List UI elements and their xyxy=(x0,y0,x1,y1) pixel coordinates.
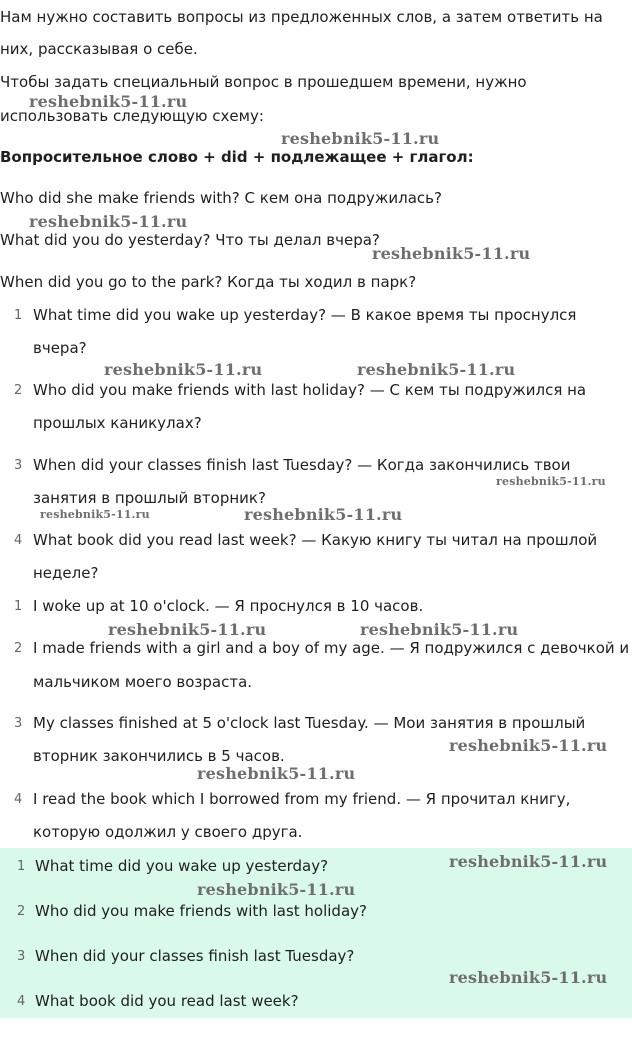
final-question-4: What book did you read last week? xyxy=(35,992,299,1010)
question-number-4: 4 xyxy=(14,533,23,548)
final-question-number-1: 1 xyxy=(17,859,26,874)
final-question-number-2: 2 xyxy=(17,904,26,919)
answer-number-4: 4 xyxy=(14,792,23,807)
answer-4-line-2: которую одолжил у своего друга. xyxy=(33,823,303,841)
watermark: reshebnik5-11.ru xyxy=(29,92,188,111)
watermark: reshebnik5-11.ru xyxy=(197,880,356,899)
answer-3-line-1: My classes finished at 5 o'clock last Tuesday. — Мои занятия в прошлый xyxy=(33,714,586,732)
answer-number-1: 1 xyxy=(14,599,23,614)
answer-3-line-2: вторник закончились в 5 часов. xyxy=(33,747,285,765)
watermark: reshebnik5-11.ru xyxy=(40,508,150,521)
watermark: reshebnik5-11.ru xyxy=(449,852,608,871)
question-number-3: 3 xyxy=(14,458,23,473)
answer-1-line-1: I woke up at 10 o'clock. — Я проснулся в 10 часов. xyxy=(33,597,424,615)
question-2-line-1: Who did you make friends with last holiday? — С кем ты подружился на xyxy=(33,381,587,399)
final-question-number-3: 3 xyxy=(17,949,26,964)
question-1-line-2: вчера? xyxy=(33,339,87,357)
watermark: reshebnik5-11.ru xyxy=(449,736,608,755)
answer-2-line-2: мальчиком моего возраста. xyxy=(33,673,253,691)
final-question-2: Who did you make friends with last holiday? xyxy=(35,902,367,920)
question-4-line-2: неделе? xyxy=(33,564,99,582)
watermark: reshebnik5-11.ru xyxy=(108,620,267,639)
answer-4-line-1: I read the book which I borrowed from my friend. — Я прочитал книгу, xyxy=(33,790,571,808)
example-1: Who did she make friends with? С кем она подружилась? xyxy=(0,189,442,207)
final-question-3: When did your classes finish last Tuesday? xyxy=(35,947,355,965)
question-number-2: 2 xyxy=(14,383,23,398)
watermark: reshebnik5-11.ru xyxy=(29,212,188,231)
watermark: reshebnik5-11.ru xyxy=(357,360,516,379)
watermark: reshebnik5-11.ru xyxy=(244,505,403,524)
answer-2-line-1: I made friends with a girl and a boy of my age. — Я подружился с девочкой и xyxy=(33,639,630,657)
question-3-line-1: When did your classes finish last Tuesday? — Когда закончились твои xyxy=(33,456,571,474)
watermark: reshebnik5-11.ru xyxy=(281,129,440,148)
final-question-1: What time did you wake up yesterday? xyxy=(35,857,329,875)
watermark: reshebnik5-11.ru xyxy=(496,475,606,488)
question-2-line-2: прошлых каникулах? xyxy=(33,414,202,432)
question-number-1: 1 xyxy=(14,308,23,323)
watermark: reshebnik5-11.ru xyxy=(372,244,531,263)
intro-line-2: них, рассказывая о себе. xyxy=(0,40,198,58)
answer-number-2: 2 xyxy=(14,641,23,656)
question-4-line-1: What book did you read last week? — Какую книгу ты читал на прошлой xyxy=(33,531,598,549)
final-question-number-4: 4 xyxy=(17,994,26,1009)
intro-line-3: Чтобы задать специальный вопрос в прошедшем времени, нужно xyxy=(0,73,527,91)
example-3: When did you go to the park? Когда ты ходил в парк? xyxy=(0,273,417,291)
watermark: reshebnik5-11.ru xyxy=(197,764,356,783)
question-1-line-1: What time did you wake up yesterday? — В какое время ты проснулся xyxy=(33,306,577,324)
example-2: What did you do yesterday? Что ты делал вчера? xyxy=(0,231,380,249)
watermark: reshebnik5-11.ru xyxy=(360,620,519,639)
watermark: reshebnik5-11.ru xyxy=(104,360,263,379)
scheme-text: Вопросительное слово + did + подлежащее + глагол: xyxy=(0,148,474,166)
final-questions-box xyxy=(0,848,632,1018)
intro-line-4: использовать следующую схему: xyxy=(0,107,264,125)
question-3-line-2: занятия в прошлый вторник? xyxy=(33,489,266,507)
answer-number-3: 3 xyxy=(14,716,23,731)
watermark: reshebnik5-11.ru xyxy=(449,968,608,987)
intro-line-1: Нам нужно составить вопросы из предложенных слов, а затем ответить на xyxy=(0,8,603,26)
